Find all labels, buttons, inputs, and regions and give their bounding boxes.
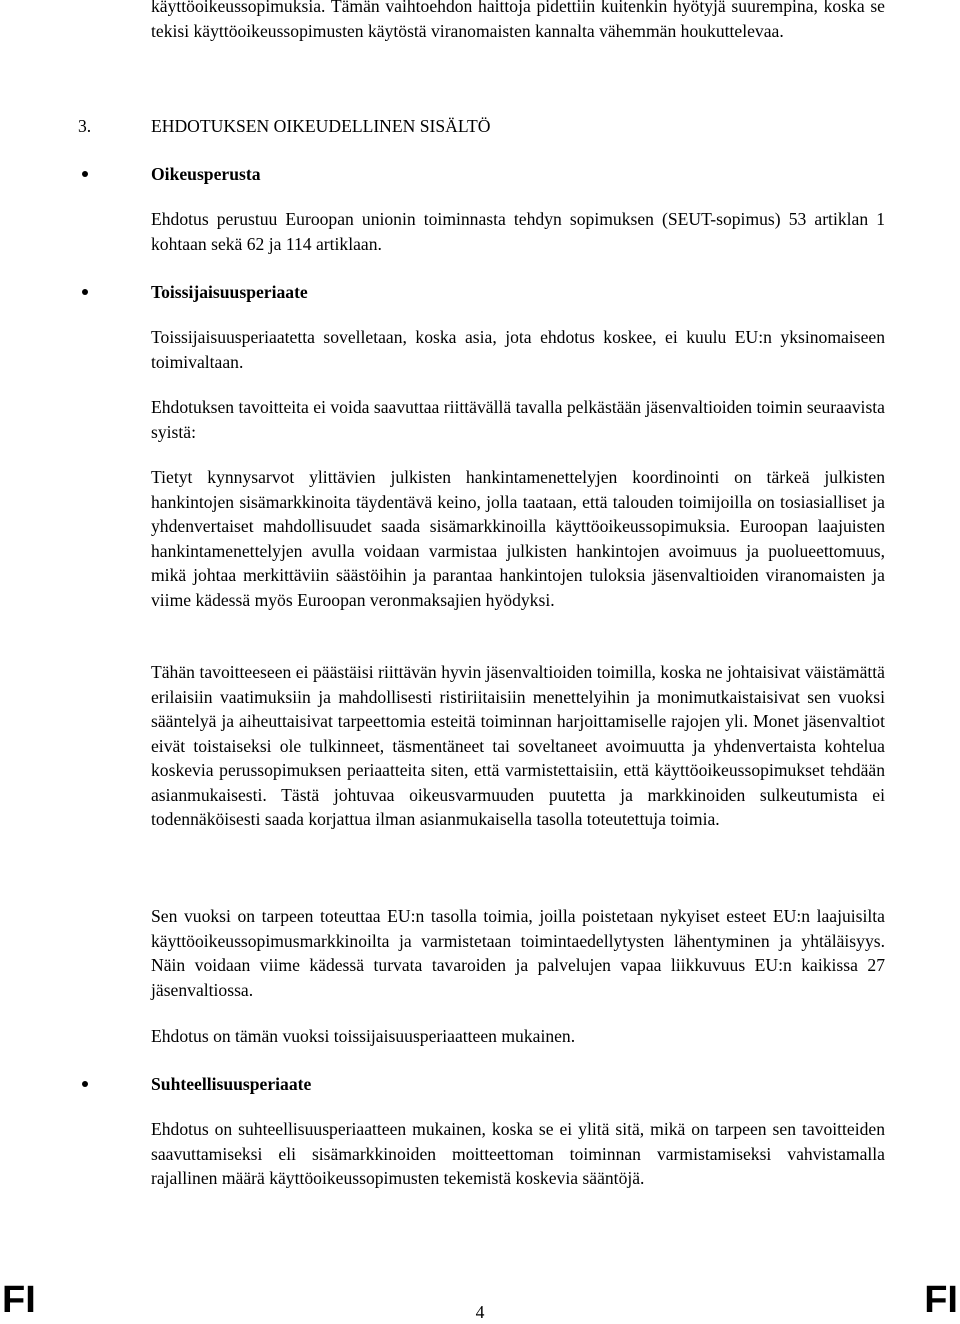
bullet-icon: [82, 171, 88, 177]
subsidiarity-paragraph: Toissijaisuusperiaatetta sovelletaan, koska asia, jota ehdotus koskee, ei kuulu EU:n yksinomaiseen toimivaltaan.: [151, 327, 885, 372]
subsidiarity-paragraph: Ehdotuksen tavoitteita ei voida saavuttaa riittävällä tavalla pelkästään jäsenvaltioiden toimin seuraavista syistä:: [151, 397, 885, 442]
subsidiarity-paragraph-1-block: [151, 325, 885, 374]
legal-basis-heading: Oikeusperusta: [151, 164, 261, 184]
proportionality-block: [151, 1117, 885, 1191]
subsidiarity-paragraph: Tietyt kynnysarvot ylittävien julkisten hankintamenettelyjen koordinointi on tärkeä julkisten hankintojen sisämarkkinoita täydentävä keino, jolla taataan, että talouden toimijoilla on tosiasialliset ja yhdenvertaiset mahdollisuudet saada sisämarkkinoilla käyttöoikeussopimuksia. Euroopan laajuisten hankintamenettelyjen avulla voidaan varmistaa julkisten hankintojen avoimuus ja puolueettomuus, mikä johtaa merkittäviin säästöihin ja parantaa hankintojen tuloksia jäsenvaltioiden viranomaisten ja viime kädessä myös Euroopan veronmaksajien hyödyksi.: [151, 467, 885, 610]
bullet-icon: [82, 1081, 88, 1087]
subsidiarity-heading: Toissijaisuusperiaate: [151, 282, 308, 302]
bullet-icon: [82, 289, 88, 295]
legal-basis-paragraph: Ehdotus perustuu Euroopan unionin toiminnasta tehdyn sopimuksen (SEUT-sopimus) 53 artiklan 1 kohtaan sekä 62 ja 114 artiklaan.: [151, 209, 885, 254]
legal-basis-block: [151, 207, 885, 256]
subsidiarity-paragraph: Tähän tavoitteeseen ei päästäisi riittävän hyvin jäsenvaltioiden toimilla, koska ne johtaisivat väistämättä erilaisiin vaatimuksiin ja mahdollisesti ristiriitaisiin menettelyihin ja monimutkaistaisivat sen vuoksi sääntelyä ja aiheuttaisivat tarpeettomia esteitä toiminnan harjoittamiselle rajojen yli. Monet jäsenvaltiot eivät toistaiseksi ole tulkinneet, täsmentäneet tai soveltaneet avoimuutta ja yhdenvertaista kohtelua koskevia perussopimuksen periaatteita siten, että varmistettaisiin, että käyttöoikeussopimukset tehdään asianmukaisesti. Tästä johtuvaa oikeusvarmuuden puutetta ja markkinoiden sulkeutumista ei todennäköisesti saada korjattua ilman asianmukaisella tasolla toteutettuja toimia.: [151, 662, 885, 829]
section-number: 3.: [78, 116, 92, 136]
subsidiarity-paragraph-5-block: [151, 904, 885, 1002]
language-code-right: FI: [924, 1279, 958, 1321]
proportionality-paragraph: Ehdotus on suhteellisuusperiaatteen mukainen, koska se ei ylitä sitä, mikä on tarpeen sen tavoitteiden saavuttamiseksi eli sisämarkkinoiden moitteettoman toiminnan varmistamiseksi vahvistamalla rajallinen määrä käyttöoikeussopimusten tekemistä koskevia sääntöjä.: [151, 1119, 885, 1188]
subsidiarity-paragraph-2-block: [151, 395, 885, 444]
intro-paragraph-block: [151, 0, 885, 43]
subsidiarity-paragraph-3-block: [151, 465, 885, 612]
subsidiarity-paragraph: Ehdotus on tämän vuoksi toissijaisuusperiaatteen mukainen.: [151, 1026, 576, 1046]
language-code-left: FI: [2, 1279, 36, 1321]
section-title: EHDOTUKSEN OIKEUDELLINEN SISÄLTÖ: [151, 116, 491, 136]
intro-paragraph: käyttöoikeussopimuksia. Tämän vaihtoehdon haittoja pidettiin kuitenkin hyötyjä suurempina, koska se tekisi käyttöoikeussopimusten käytöstä viranomaisten kannalta vähemmän houkuttelevaa.: [151, 0, 885, 41]
subsidiarity-paragraph-6-block: [151, 1024, 885, 1049]
proportionality-heading: Suhteellisuusperiaate: [151, 1074, 312, 1094]
page-number: 4: [475, 1302, 485, 1322]
subsidiarity-paragraph: Sen vuoksi on tarpeen toteuttaa EU:n tasolla toimia, joilla poistetaan nykyiset esteet EU:n laajuisilta käyttöoikeussopimusmarkkinoilta ja varmistetaan toimintaedellytysten lähentyminen ja yhtäläisyys. Näin voidaan viime kädessä turvata tavaroiden ja palvelujen vapaa liikkuvuus EU:n kaikissa 27 jäsenvaltiossa.: [151, 906, 885, 1000]
subsidiarity-paragraph-4-block: [151, 660, 885, 832]
